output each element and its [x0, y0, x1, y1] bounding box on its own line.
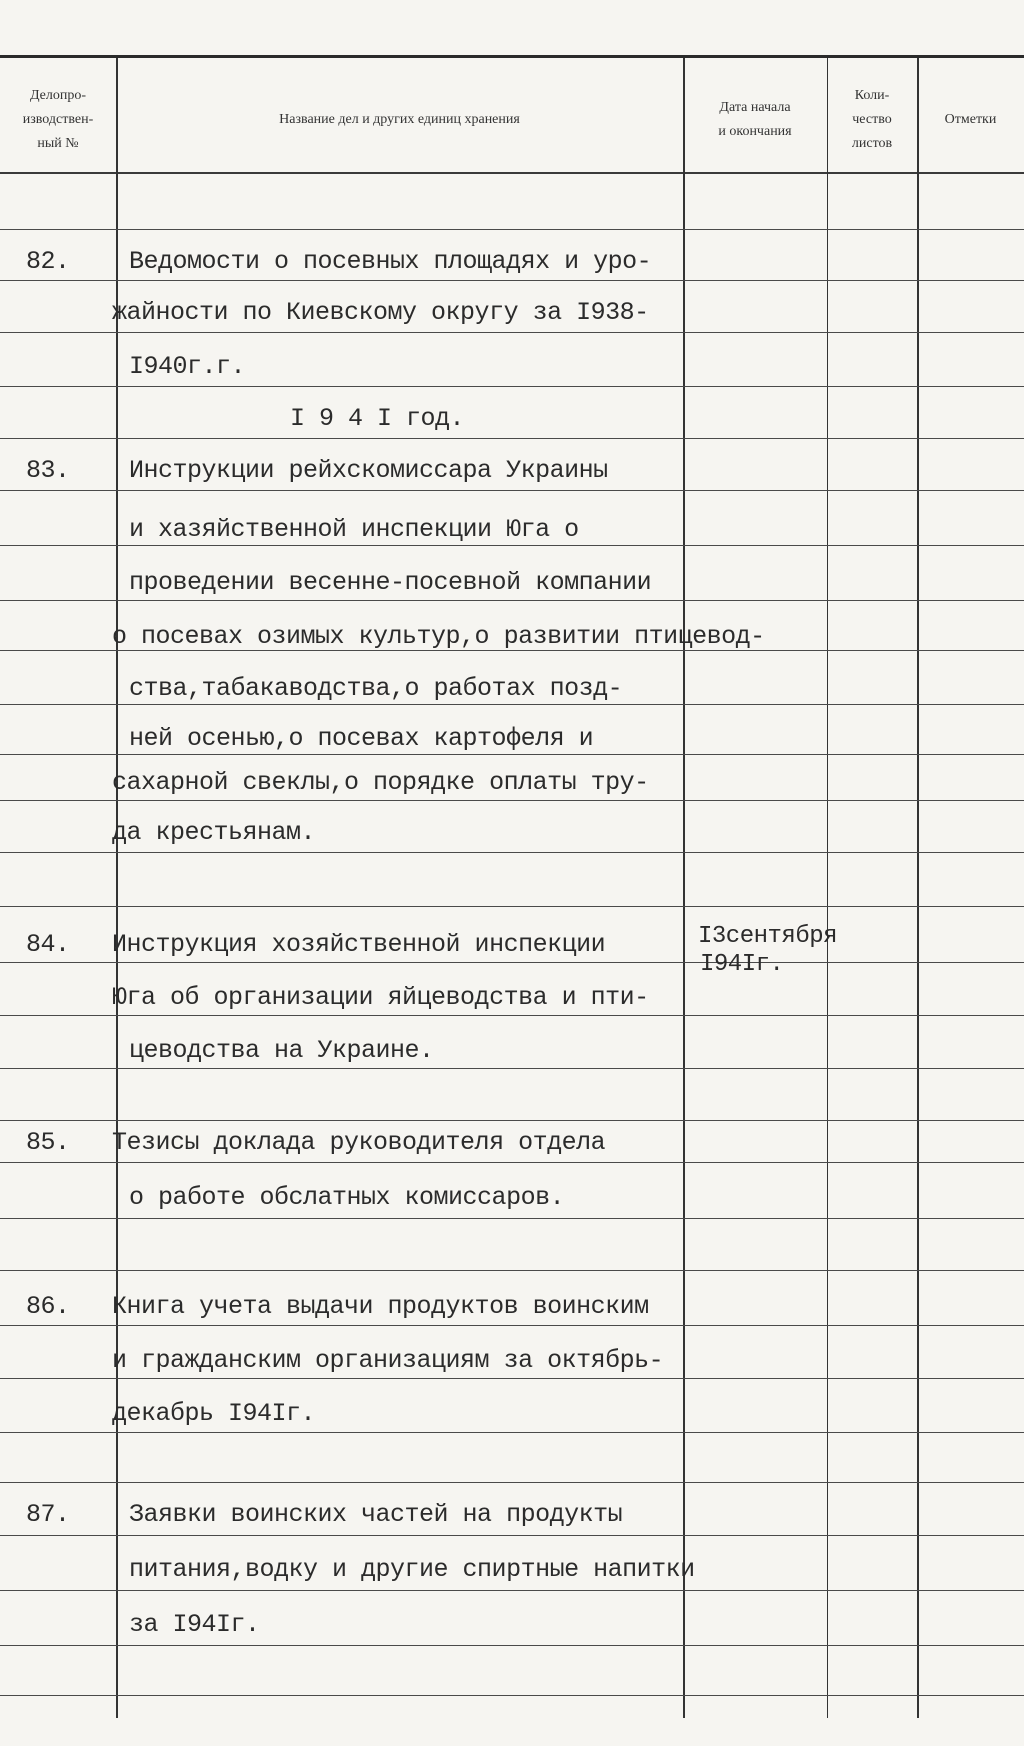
entry-title-line: Книга учета выдачи продуктов воинским: [112, 1292, 649, 1321]
entry-title-line: да крестьянам.: [112, 818, 316, 847]
ruled-line: [116, 1068, 683, 1069]
ruled-line: [0, 1325, 116, 1326]
ruled-line: [683, 1482, 827, 1483]
ruled-line: [917, 1535, 1024, 1536]
ruled-line: [116, 386, 683, 387]
header-number: Делопро- изводствен- ный №: [22, 88, 94, 151]
ruled-line: [0, 1218, 116, 1219]
ruled-line: [827, 545, 917, 546]
ruled-line: [917, 1270, 1024, 1271]
ruled-line: [0, 1015, 116, 1016]
ruled-line: [917, 1068, 1024, 1069]
ruled-line: [917, 600, 1024, 601]
entry-title-line: ства,табакаводства,о работах позд-: [129, 674, 623, 703]
ruled-line: [917, 962, 1024, 963]
entry-date-line: I3сентября: [698, 923, 838, 950]
ruled-line: [827, 1162, 917, 1163]
ruled-line: [683, 1325, 827, 1326]
ruled-line: [0, 1162, 116, 1163]
entry-title-line: проведении весенне-посевной компании: [129, 568, 652, 597]
column-divider: [827, 58, 828, 1718]
entry-title-line: за I94Iг.: [129, 1610, 260, 1639]
ruled-line: [827, 704, 917, 705]
entry-title-line: Инструкции рейхскомиссара Украины: [129, 456, 608, 485]
ruled-line: [0, 800, 116, 801]
ruled-line: [917, 1432, 1024, 1433]
ruled-line: [827, 1120, 917, 1121]
ruled-line: [917, 1378, 1024, 1379]
ruled-line: [683, 229, 827, 230]
ruled-line: [827, 229, 917, 230]
entry-title-line: жайности по Киевскому округу за I938-: [112, 298, 649, 327]
ruled-line: [917, 438, 1024, 439]
ruled-line: [0, 280, 116, 281]
ruled-line: [116, 852, 683, 853]
ruled-line: [917, 852, 1024, 853]
ruled-line: [683, 754, 827, 755]
ruled-line: [116, 1645, 683, 1646]
entry-title-line: ней осенью,о посевах картофеля и: [129, 724, 594, 753]
ruled-line: [0, 906, 116, 907]
entry-number: 87.: [26, 1500, 70, 1529]
table-top-rule: [0, 55, 1024, 58]
entry-title-line: Инструкция хозяйственной инспекции: [112, 930, 606, 959]
entry-title-line: декабрь I94Iг.: [112, 1399, 316, 1428]
ruled-line: [827, 438, 917, 439]
header-notes: Отметки: [944, 112, 997, 127]
ruled-line: [917, 800, 1024, 801]
ruled-line: [827, 600, 917, 601]
ruled-line: [116, 600, 683, 601]
ruled-line: [827, 1695, 917, 1696]
ruled-line: [827, 332, 917, 333]
ruled-line: [827, 852, 917, 853]
ruled-line: [0, 1482, 116, 1483]
ruled-line: [683, 545, 827, 546]
ruled-line: [827, 754, 917, 755]
ruled-line: [917, 1162, 1024, 1163]
header-dates: Дата начала и окончания: [718, 100, 792, 139]
ruled-line: [827, 1535, 917, 1536]
ruled-line: [827, 1432, 917, 1433]
entry-title-line: Ведомости о посевных площадях и уро-: [129, 247, 652, 276]
ruled-line: [0, 1378, 116, 1379]
year-heading: I 9 4 I год.: [290, 404, 465, 433]
ruled-line: [683, 1378, 827, 1379]
ruled-line: [683, 1015, 827, 1016]
ruled-line: [0, 754, 116, 755]
entry-title-line: и гражданским организациям за октябрь-: [112, 1346, 664, 1375]
ruled-line: [827, 1378, 917, 1379]
ruled-line: [917, 229, 1024, 230]
ruled-line: [683, 438, 827, 439]
ruled-line: [116, 906, 683, 907]
header-title: Название дел и других единиц хранения: [279, 112, 520, 127]
entry-title-line: о посевах озимых культур,о развитии птицевод-: [112, 622, 765, 651]
column-divider: [917, 58, 919, 1718]
entry-number: 86.: [26, 1292, 70, 1321]
column-divider: [683, 58, 685, 1718]
ruled-line: [0, 1695, 116, 1696]
ruled-line: [116, 1162, 683, 1163]
ruled-line: [116, 1432, 683, 1433]
ruled-line: [827, 1068, 917, 1069]
ruled-line: [116, 1218, 683, 1219]
entry-title-line: Заявки воинских частей на продукты: [129, 1500, 623, 1529]
ruled-line: [683, 386, 827, 387]
ruled-line: [827, 1645, 917, 1646]
ruled-line: [683, 1120, 827, 1121]
entry-number: 82.: [26, 247, 70, 276]
ruled-line: [827, 1325, 917, 1326]
ruled-line: [0, 490, 116, 491]
ruled-line: [116, 438, 683, 439]
ruled-line: [0, 1068, 116, 1069]
ruled-line: [917, 545, 1024, 546]
ruled-line: [827, 1590, 917, 1591]
ruled-line: [683, 1645, 827, 1646]
ruled-line: [917, 1015, 1024, 1016]
ruled-line: [917, 704, 1024, 705]
ruled-line: [917, 490, 1024, 491]
entry-title-line: сахарной свеклы,о порядке оплаты тру-: [112, 768, 649, 797]
ruled-line: [683, 332, 827, 333]
ruled-line: [683, 1068, 827, 1069]
ruled-line: [0, 386, 116, 387]
ruled-line: [116, 800, 683, 801]
entry-title-line: цеводства на Украине.: [129, 1036, 434, 1065]
ruled-line: [116, 1535, 683, 1536]
ruled-line: [0, 1645, 116, 1646]
ruled-line: [116, 545, 683, 546]
entry-number: 84.: [26, 930, 70, 959]
ruled-line: [917, 1120, 1024, 1121]
ruled-line: [683, 1270, 827, 1271]
header-sheets: Коли- чество листов: [851, 88, 893, 151]
entry-title-line: и хазяйственной инспекции Юга о: [129, 515, 579, 544]
ruled-line: [683, 490, 827, 491]
ruled-line: [0, 1590, 116, 1591]
ruled-line: [683, 1218, 827, 1219]
ruled-line: [917, 1218, 1024, 1219]
ruled-line: [827, 1482, 917, 1483]
ruled-line: [683, 1695, 827, 1696]
entry-title-line: питания,водку и другие спиртные напитки: [129, 1555, 695, 1584]
entry-title-line: Юга об организации яйцеводства и пти-: [112, 983, 649, 1012]
ruled-line: [116, 1590, 683, 1591]
ruled-line: [0, 650, 116, 651]
ruled-line: [827, 906, 917, 907]
ruled-line: [827, 1015, 917, 1016]
ruled-line: [917, 650, 1024, 651]
ruled-line: [683, 1162, 827, 1163]
entry-title-line: I940г.г.: [129, 352, 246, 381]
ruled-line: [0, 1432, 116, 1433]
ruled-line: [0, 852, 116, 853]
entry-number: 83.: [26, 456, 70, 485]
entry-title-line: Тезисы доклада руководителя отдела: [112, 1128, 606, 1157]
entry-title-line: о работе обслатных комиссаров.: [129, 1183, 565, 1212]
ruled-line: [917, 1645, 1024, 1646]
ruled-line: [683, 280, 827, 281]
ruled-line: [683, 800, 827, 801]
ruled-line: [0, 962, 116, 963]
ruled-line: [827, 490, 917, 491]
ruled-line: [116, 704, 683, 705]
ruled-line: [116, 754, 683, 755]
ruled-line: [683, 600, 827, 601]
ruled-line: [0, 1270, 116, 1271]
ruled-line: [683, 1432, 827, 1433]
ruled-line: [0, 600, 116, 601]
ruled-line: [683, 906, 827, 907]
header-bottom-rule: [0, 172, 1024, 174]
ruled-line: [917, 1590, 1024, 1591]
ruled-line: [116, 1325, 683, 1326]
ruled-line: [827, 280, 917, 281]
ruled-line: [116, 1695, 683, 1696]
ruled-line: [917, 906, 1024, 907]
ruled-line: [116, 962, 683, 963]
ruled-line: [116, 332, 683, 333]
ruled-line: [683, 704, 827, 705]
ruled-line: [683, 852, 827, 853]
ruled-line: [917, 332, 1024, 333]
ruled-line: [0, 704, 116, 705]
ruled-line: [0, 229, 116, 230]
ruled-line: [827, 800, 917, 801]
ruled-line: [683, 1535, 827, 1536]
ruled-line: [116, 280, 683, 281]
ruled-line: [0, 545, 116, 546]
ruled-line: [917, 754, 1024, 755]
ruled-line: [116, 490, 683, 491]
ruled-line: [917, 1482, 1024, 1483]
ruled-line: [116, 1270, 683, 1271]
ruled-line: [917, 386, 1024, 387]
ruled-line: [116, 1378, 683, 1379]
ruled-line: [917, 1695, 1024, 1696]
ruled-line: [827, 1270, 917, 1271]
ruled-line: [827, 386, 917, 387]
ruled-line: [827, 650, 917, 651]
ruled-line: [0, 438, 116, 439]
ruled-line: [827, 1218, 917, 1219]
ruled-line: [683, 1590, 827, 1591]
ruled-line: [917, 280, 1024, 281]
ruled-line: [827, 962, 917, 963]
ruled-line: [917, 1325, 1024, 1326]
entry-number: 85.: [26, 1128, 70, 1157]
ruled-line: [0, 1535, 116, 1536]
entry-date-line: I94Iг.: [700, 951, 784, 978]
ruled-line: [0, 332, 116, 333]
ruled-line: [116, 229, 683, 230]
ruled-line: [0, 1120, 116, 1121]
ruled-line: [116, 1015, 683, 1016]
ruled-line: [116, 1482, 683, 1483]
ruled-line: [116, 1120, 683, 1121]
